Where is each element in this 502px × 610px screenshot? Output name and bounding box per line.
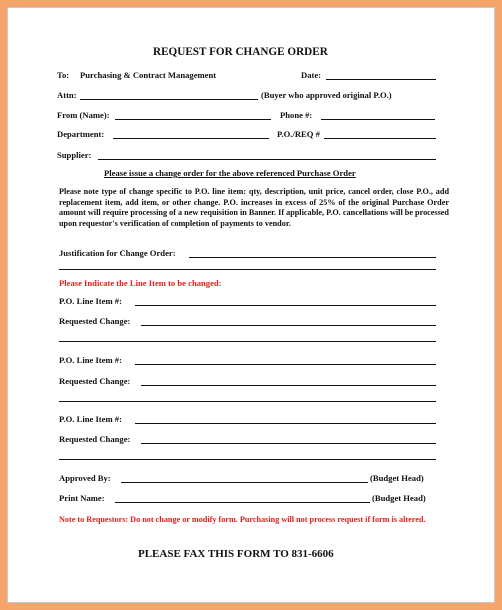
print-name-role: (Budget Head) — [372, 493, 426, 503]
date-label: Date: — [301, 70, 322, 80]
po-line-item-label: P.O. Line Item #: — [59, 414, 122, 424]
po-line-item-field[interactable] — [135, 423, 436, 424]
justification-field-2[interactable] — [59, 269, 436, 270]
requested-change-field-extra[interactable] — [59, 341, 436, 342]
approved-by-role: (Budget Head) — [370, 473, 424, 483]
po-line-item-field[interactable] — [135, 364, 436, 365]
form-title: REQUEST FOR CHANGE ORDER — [153, 46, 328, 58]
poreq-field[interactable] — [324, 138, 436, 139]
note-paragraph: Please note type of change specific to P.O. line item: qty, description, unit price, cancel order, close P.O., add replacement item, add item, or other change. P.O. increases in excess of 25% of the original Purchase Order amount will require processing of a new requisition in Banner. If applicable, P.O. cancellations will be processed upon requestor's verification of completion of payments to vendor. — [59, 187, 449, 228]
phone-field[interactable] — [321, 119, 435, 120]
line-item-prompt: Please Indicate the Line Item to be changed: — [59, 278, 222, 288]
print-name-field[interactable] — [115, 502, 370, 503]
supplier-label: Supplier: — [57, 150, 92, 160]
from-field[interactable] — [115, 119, 271, 120]
department-label: Department: — [57, 129, 105, 139]
to-label: To: — [57, 70, 70, 80]
requestor-note: Note to Requestors: Do not change or modify form. Purchasing will not process request if form is altered. — [59, 515, 426, 524]
from-label: From (Name): — [57, 110, 110, 120]
requested-change-label: Requested Change: — [59, 376, 131, 386]
justification-label: Justification for Change Order: — [59, 248, 176, 258]
poreq-label: P.O./REQ # — [277, 129, 320, 139]
po-line-item-label: P.O. Line Item #: — [59, 355, 122, 365]
po-line-item-label: P.O. Line Item #: — [59, 296, 122, 306]
department-field[interactable] — [113, 138, 269, 139]
to-value: Purchasing & Contract Management — [80, 70, 217, 80]
attn-note: (Buyer who approved original P.O.) — [261, 90, 392, 100]
supplier-field[interactable] — [98, 159, 436, 160]
requested-change-field-extra[interactable] — [59, 459, 436, 460]
approved-by-label: Approved By: — [59, 473, 111, 483]
form-sheet — [7, 7, 495, 603]
justification-field-1[interactable] — [189, 257, 436, 258]
requested-change-field[interactable] — [141, 385, 436, 386]
date-field[interactable] — [326, 79, 436, 80]
po-line-item-field[interactable] — [135, 305, 436, 306]
requested-change-field[interactable] — [141, 443, 436, 444]
instruction-text: Please issue a change order for the above referenced Purchase Order — [104, 168, 356, 178]
requested-change-label: Requested Change: — [59, 316, 131, 326]
attn-label: Attn: — [57, 90, 77, 100]
fax-instruction: PLEASE FAX THIS FORM TO 831-6606 — [138, 548, 334, 560]
attn-field[interactable] — [80, 99, 258, 100]
print-name-label: Print Name: — [59, 493, 105, 503]
approved-by-field[interactable] — [121, 482, 368, 483]
requested-change-label: Requested Change: — [59, 434, 131, 444]
phone-label: Phone #: — [280, 110, 313, 120]
requested-change-field[interactable] — [141, 325, 436, 326]
requested-change-field-extra[interactable] — [59, 401, 436, 402]
